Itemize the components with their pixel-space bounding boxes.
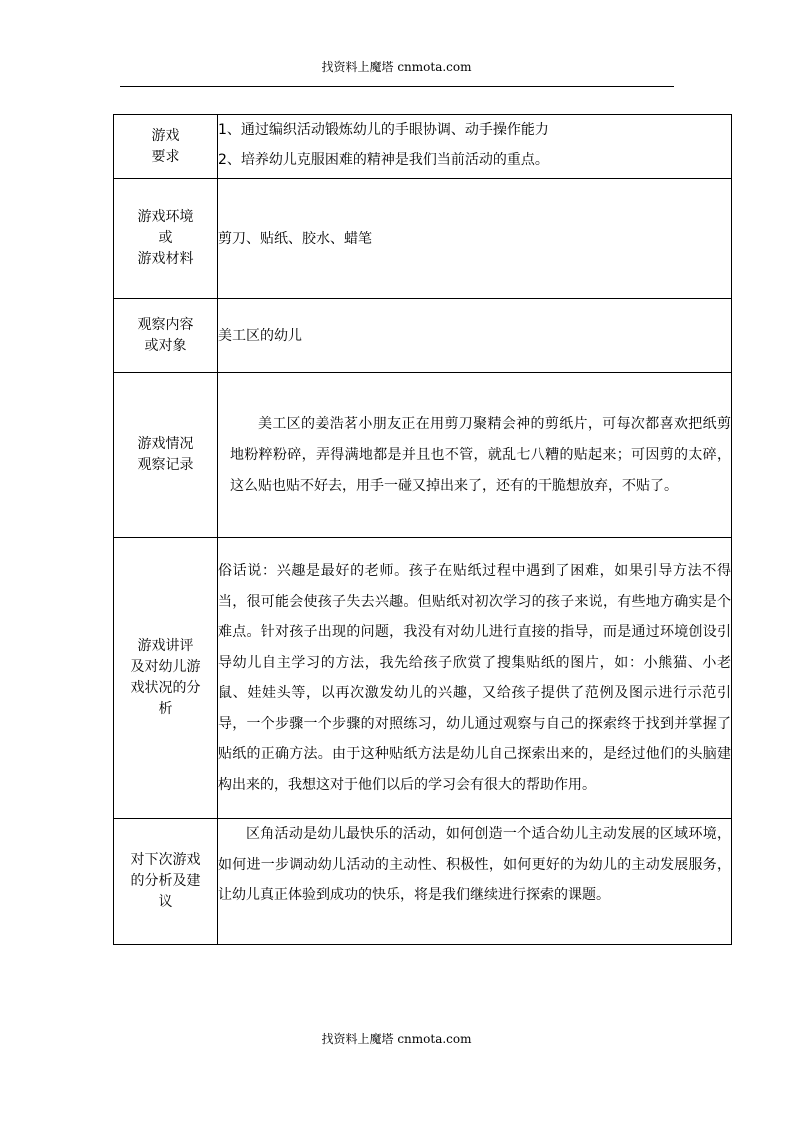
row-label-materials [114,179,218,299]
suggestions-text: 区角活动是幼儿最快乐的活动，如何创造一个适合幼儿主动发展的区域环境，如何进一步调动幼儿活动的主动性、积极性，如何更好的为幼儿的主动发展服务，让幼儿真正体验到成功的快乐，将是我们继续进行探索的课题。 [218,826,731,903]
table-row [114,299,732,373]
page-footer: 找资料上魔塔 cnmota.com [321,1032,472,1046]
materials-text: 剪刀、贴纸、胶水、蜡笔 [218,230,372,247]
label-line: 的分析及建 [130,873,201,889]
label-line: 戏状况的分 [130,680,201,696]
table-row [114,373,732,538]
analysis-text: 俗话说：兴趣是最好的老师。孩子在贴纸过程中遇到了困难，如果引导方法不得当，很可能会使孩子失去兴趣。但贴纸对初次学习的孩子来说，有些地方确实是个难点。针对孩子出现的问题，我没有对幼儿进行直接的指导，而是通过环境创设引导幼儿自主学习的方法，我先给孩子欣赏了搜集贴纸的图片，如：小熊猫、小老鼠、娃娃头等，以再次激发幼儿的兴趣，又给孩子提供了范例及图示进行示范引导，一个步骤一个步骤的对照练习，幼儿通过观察与自己的探索终于找到并掌握了贴纸的正确方法。由于这种贴纸方法是幼儿自己探索出来的，是经过他们的头脑建构出来的，我想这对于他们以后的学习会有很大的帮助作用。 [218,563,731,793]
row-label-requirements [114,115,218,179]
row-label-subject [114,299,218,373]
label-line: 析 [158,701,173,717]
label-line: 要求 [151,148,180,165]
label-line: 游戏环境 [137,209,194,225]
requirement-item: 1、通过编织活动锻炼幼儿的手眼协调、动手操作能力 [218,122,549,138]
table-row [114,538,732,819]
table-row [114,115,732,179]
row-content-materials [218,179,732,299]
header-rule [120,86,674,87]
label-line: 游戏情况 [137,436,194,452]
row-label-observation [114,373,218,538]
label-line: 对下次游戏 [130,852,201,868]
row-content-suggestions [218,819,732,945]
page-header: 找资料上魔塔 cnmota.com [321,60,472,74]
label-line: 或 [158,230,173,246]
label-line: 观察记录 [137,457,194,473]
label-line: 观察内容 [137,316,194,333]
observation-text: 美工区的姜浩茗小朋友正在用剪刀聚精会神的剪纸片，可每次都喜欢把纸剪地粉粹粉碎，弄得满地都是并且也不管，就乱七八糟的贴起来；可因剪的太碎，这么贴也贴不好去，用手一碰又掉出来了，还有的干脆想放弃，不贴了。 [230,415,731,494]
label-line: 议 [158,894,173,910]
label-line: 或对象 [144,337,187,354]
row-content-subject [218,299,732,373]
label-line: 游戏讲评 [137,638,194,654]
label-line: 游戏材料 [137,251,194,267]
requirement-item: 2、培养幼儿克服困难的精神是我们当前活动的重点。 [218,152,549,168]
table-row [114,819,732,945]
row-label-analysis [114,538,218,819]
row-content-requirements [218,115,732,179]
row-content-analysis [218,538,732,819]
label-line: 游戏 [151,127,180,144]
observation-record-table [113,114,732,945]
row-label-suggestions [114,819,218,945]
row-content-observation [218,373,732,538]
table-row [114,179,732,299]
subject-text: 美工区的幼儿 [218,327,302,344]
label-line: 及对幼儿游 [130,659,201,675]
